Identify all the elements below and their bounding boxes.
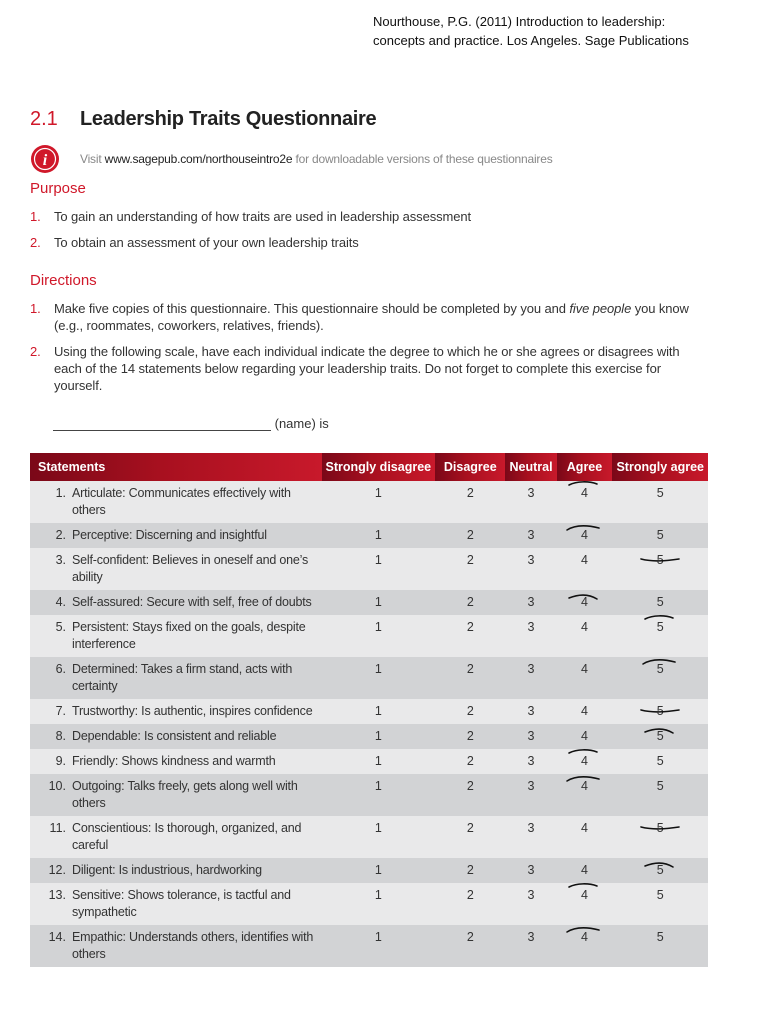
rating-cell[interactable] bbox=[505, 816, 556, 858]
list-item bbox=[30, 234, 710, 251]
statement-cell bbox=[30, 657, 322, 699]
rating-option[interactable]: 2 bbox=[466, 888, 474, 902]
rating-option[interactable]: 5 bbox=[656, 888, 664, 902]
rating-option[interactable]: 4 bbox=[581, 863, 588, 877]
rating-option[interactable]: 5 bbox=[657, 661, 664, 678]
questionnaire-table bbox=[30, 453, 708, 967]
citation bbox=[373, 12, 753, 50]
handwritten-mark bbox=[643, 815, 685, 841]
rating-option[interactable]: 1 bbox=[374, 528, 382, 542]
statement-text: Determined: Takes a firm stand, acts with certainty bbox=[72, 662, 293, 693]
rating-option[interactable]: 4 bbox=[581, 778, 588, 795]
statement-number: 6. bbox=[55, 662, 66, 676]
rating-cell[interactable] bbox=[557, 883, 613, 925]
statement-cell bbox=[30, 749, 322, 774]
statement-cell bbox=[30, 724, 322, 749]
rating-cell[interactable] bbox=[612, 548, 708, 590]
rating-cell[interactable] bbox=[435, 858, 505, 883]
rating-option[interactable]: 4 bbox=[581, 662, 588, 676]
statement-text: Self-assured: Secure with self, free of doubts bbox=[72, 595, 312, 609]
rating-cell[interactable] bbox=[505, 615, 556, 657]
rating-cell[interactable] bbox=[435, 724, 505, 749]
rating-option[interactable]: 2 bbox=[466, 528, 474, 542]
rating-option[interactable]: 2 bbox=[466, 754, 474, 768]
rating-cell[interactable] bbox=[612, 858, 708, 883]
rating-option[interactable]: 3 bbox=[527, 888, 535, 902]
rating-cell[interactable] bbox=[322, 590, 436, 615]
rating-option[interactable]: 5 bbox=[656, 486, 664, 500]
rating-cell[interactable] bbox=[612, 615, 708, 657]
rating-option[interactable]: 2 bbox=[466, 620, 474, 634]
rating-cell[interactable] bbox=[322, 749, 436, 774]
rating-option[interactable]: 1 bbox=[374, 754, 382, 768]
rating-option[interactable]: 4 bbox=[581, 704, 588, 718]
statement-number: 10. bbox=[48, 779, 66, 793]
rating-cell[interactable] bbox=[557, 699, 613, 724]
rating-cell[interactable] bbox=[322, 548, 436, 590]
statement-text: Sensitive: Shows tolerance, is tactful and sympathetic bbox=[72, 888, 291, 919]
rating-option[interactable]: 5 bbox=[657, 703, 664, 720]
handwritten-mark bbox=[643, 698, 685, 724]
rating-option[interactable]: 5 bbox=[656, 930, 664, 944]
rating-option[interactable]: 4 bbox=[581, 929, 588, 946]
rating-cell[interactable] bbox=[322, 925, 436, 967]
statement-number: 1. bbox=[55, 486, 66, 500]
handwritten-mark bbox=[567, 589, 609, 615]
rating-cell[interactable] bbox=[505, 774, 556, 816]
rating-cell[interactable] bbox=[322, 774, 436, 816]
rating-option[interactable]: 4 bbox=[581, 753, 588, 770]
rating-cell[interactable] bbox=[322, 883, 436, 925]
rating-option[interactable]: 1 bbox=[374, 930, 382, 944]
name-blank[interactable] bbox=[53, 414, 271, 431]
rating-cell[interactable] bbox=[612, 523, 708, 548]
handwritten-mark bbox=[567, 773, 609, 799]
header-statements: Statements bbox=[30, 453, 322, 481]
list-item bbox=[30, 300, 710, 334]
section-heading bbox=[30, 108, 376, 131]
rating-option[interactable]: 2 bbox=[466, 729, 474, 743]
svg-text:i: i bbox=[42, 152, 48, 169]
rating-option[interactable]: 2 bbox=[466, 863, 474, 877]
rating-cell[interactable] bbox=[612, 883, 708, 925]
rating-cell[interactable] bbox=[557, 749, 613, 774]
purpose-heading: Purpose bbox=[30, 180, 86, 197]
rating-cell[interactable] bbox=[435, 816, 505, 858]
rating-option[interactable]: 4 bbox=[581, 527, 588, 544]
rating-cell[interactable] bbox=[322, 523, 436, 548]
citation-line-1: Nourthouse, P.G. (2011) Introduction to leadership: bbox=[373, 14, 666, 29]
rating-option[interactable]: 4 bbox=[581, 821, 588, 835]
rating-cell[interactable] bbox=[435, 925, 505, 967]
info-note bbox=[30, 144, 553, 174]
table-row bbox=[30, 858, 708, 883]
rating-cell[interactable] bbox=[557, 724, 613, 749]
table-row bbox=[30, 523, 708, 548]
rating-option[interactable]: 3 bbox=[527, 863, 535, 877]
table-row bbox=[30, 816, 708, 858]
rating-cell[interactable] bbox=[435, 883, 505, 925]
table-row bbox=[30, 724, 708, 749]
emphasis: five people bbox=[569, 301, 632, 316]
rating-option[interactable]: 3 bbox=[527, 553, 535, 567]
rating-cell[interactable] bbox=[612, 925, 708, 967]
rating-option[interactable]: 1 bbox=[374, 821, 382, 835]
rating-cell[interactable] bbox=[505, 590, 556, 615]
rating-option[interactable]: 5 bbox=[656, 754, 664, 768]
statement-text: Outgoing: Talks freely, gets along well with others bbox=[72, 779, 298, 810]
statement-number: 3. bbox=[55, 553, 66, 567]
rating-option[interactable]: 3 bbox=[527, 704, 535, 718]
statement-text: Conscientious: Is thorough, organized, and careful bbox=[72, 821, 302, 852]
rating-cell[interactable] bbox=[435, 749, 505, 774]
rating-cell[interactable] bbox=[322, 657, 436, 699]
rating-cell[interactable] bbox=[505, 858, 556, 883]
rating-cell[interactable] bbox=[557, 858, 613, 883]
table-row bbox=[30, 615, 708, 657]
table-row bbox=[30, 883, 708, 925]
rating-option[interactable]: 5 bbox=[656, 595, 664, 609]
citation-line-2: concepts and practice. Los Angeles. Sage Publications bbox=[373, 33, 689, 48]
rating-option[interactable]: 3 bbox=[527, 930, 535, 944]
handwritten-mark bbox=[567, 480, 609, 506]
rating-option[interactable]: 1 bbox=[374, 779, 382, 793]
statement-cell bbox=[30, 590, 322, 615]
rating-option[interactable]: 3 bbox=[527, 729, 535, 743]
rating-cell[interactable] bbox=[612, 699, 708, 724]
table-row bbox=[30, 749, 708, 774]
rating-option[interactable]: 1 bbox=[374, 595, 382, 609]
rating-option[interactable]: 1 bbox=[374, 888, 382, 902]
list-text: Make five copies of this questionnaire. This questionnaire should be completed by you and five people you know (e.g., roommates, coworkers, relatives, friends). bbox=[54, 301, 689, 333]
rating-option[interactable]: 4 bbox=[581, 594, 588, 611]
rating-option[interactable]: 2 bbox=[466, 704, 474, 718]
rating-cell[interactable] bbox=[435, 481, 505, 523]
rating-cell[interactable] bbox=[557, 925, 613, 967]
rating-option[interactable]: 5 bbox=[657, 552, 664, 569]
rating-option[interactable]: 1 bbox=[374, 704, 382, 718]
rating-option[interactable]: 4 bbox=[581, 620, 588, 634]
rating-option[interactable]: 1 bbox=[374, 553, 382, 567]
handwritten-mark bbox=[567, 748, 609, 774]
handwritten-mark bbox=[567, 882, 609, 908]
list-text: To obtain an assessment of your own leadership traits bbox=[54, 235, 359, 250]
rating-cell[interactable] bbox=[322, 615, 436, 657]
rating-option[interactable]: 2 bbox=[466, 595, 474, 609]
rating-cell[interactable] bbox=[557, 590, 613, 615]
statement-number: 4. bbox=[55, 595, 66, 609]
rating-option[interactable]: 5 bbox=[657, 820, 664, 837]
rating-cell[interactable] bbox=[435, 657, 505, 699]
statement-cell bbox=[30, 858, 322, 883]
rating-option[interactable]: 3 bbox=[527, 779, 535, 793]
handwritten-mark bbox=[643, 723, 685, 749]
rating-cell[interactable] bbox=[612, 590, 708, 615]
statement-number: 7. bbox=[55, 704, 66, 718]
table-row bbox=[30, 925, 708, 967]
rating-cell[interactable] bbox=[505, 883, 556, 925]
info-url[interactable]: www.sagepub.com/northouseintro2e bbox=[104, 152, 293, 166]
rating-option[interactable]: 1 bbox=[374, 863, 382, 877]
rating-cell[interactable] bbox=[322, 724, 436, 749]
page-title: Leadership Traits Questionnaire bbox=[80, 108, 377, 130]
rating-option[interactable]: 1 bbox=[374, 486, 382, 500]
name-line bbox=[53, 414, 329, 431]
statement-number: 12. bbox=[48, 863, 66, 877]
rating-option[interactable]: 4 bbox=[581, 553, 588, 567]
statement-number: 13. bbox=[48, 888, 66, 902]
rating-option[interactable]: 4 bbox=[581, 729, 588, 743]
rating-cell[interactable] bbox=[505, 699, 556, 724]
rating-option[interactable]: 3 bbox=[527, 754, 535, 768]
list-item bbox=[30, 208, 710, 225]
rating-cell[interactable] bbox=[612, 816, 708, 858]
rating-cell[interactable] bbox=[435, 590, 505, 615]
statement-number: 5. bbox=[55, 620, 66, 634]
rating-option[interactable]: 5 bbox=[657, 619, 664, 636]
header-disagree: Disagree bbox=[435, 453, 505, 481]
rating-option[interactable]: 2 bbox=[466, 930, 474, 944]
rating-cell[interactable] bbox=[557, 816, 613, 858]
rating-cell[interactable] bbox=[557, 548, 613, 590]
statement-text: Persistent: Stays fixed on the goals, despite interference bbox=[72, 620, 306, 651]
rating-cell[interactable] bbox=[505, 724, 556, 749]
rating-cell[interactable] bbox=[612, 481, 708, 523]
rating-cell[interactable] bbox=[505, 481, 556, 523]
rating-cell[interactable] bbox=[557, 774, 613, 816]
list-number: 1. bbox=[30, 209, 41, 224]
rating-cell[interactable] bbox=[612, 657, 708, 699]
table-row bbox=[30, 548, 708, 590]
rating-cell[interactable] bbox=[435, 548, 505, 590]
header-strongly-agree: Strongly agree bbox=[612, 453, 708, 481]
rating-option[interactable]: 1 bbox=[374, 729, 382, 743]
statement-cell bbox=[30, 699, 322, 724]
statement-text: Perceptive: Discerning and insightful bbox=[72, 528, 267, 542]
list-text: To gain an understanding of how traits are used in leadership assessment bbox=[54, 209, 472, 224]
rating-cell[interactable] bbox=[505, 657, 556, 699]
table-row bbox=[30, 774, 708, 816]
list-number: 2. bbox=[30, 344, 41, 359]
rating-option[interactable]: 3 bbox=[527, 486, 535, 500]
directions-heading: Directions bbox=[30, 272, 97, 289]
rating-option[interactable]: 1 bbox=[374, 620, 382, 634]
statement-cell bbox=[30, 523, 322, 548]
statement-text: Friendly: Shows kindness and warmth bbox=[72, 754, 276, 768]
rating-cell[interactable] bbox=[557, 523, 613, 548]
rating-cell[interactable] bbox=[612, 774, 708, 816]
rating-cell[interactable] bbox=[557, 657, 613, 699]
rating-option[interactable]: 4 bbox=[581, 485, 588, 502]
rating-option[interactable]: 3 bbox=[527, 528, 535, 542]
handwritten-mark bbox=[567, 522, 609, 548]
header-strongly-disagree: Strongly disagree bbox=[322, 453, 436, 481]
table-row bbox=[30, 590, 708, 615]
info-suffix: for downloadable versions of these questionnaires bbox=[295, 152, 553, 166]
statement-text: Empathic: Understands others, identifies with others bbox=[72, 930, 314, 961]
statement-cell bbox=[30, 548, 322, 590]
info-prefix: Visit bbox=[80, 152, 102, 166]
rating-option[interactable]: 3 bbox=[527, 595, 535, 609]
handwritten-mark bbox=[567, 924, 609, 950]
statement-text: Diligent: Is industrious, hardworking bbox=[72, 863, 262, 877]
header-neutral: Neutral bbox=[505, 453, 556, 481]
list-item bbox=[30, 343, 710, 394]
rating-cell[interactable] bbox=[322, 816, 436, 858]
statement-cell bbox=[30, 883, 322, 925]
handwritten-mark bbox=[643, 656, 685, 682]
statement-cell bbox=[30, 816, 322, 858]
statement-text: Articulate: Communicates effectively with others bbox=[72, 486, 291, 517]
rating-cell[interactable] bbox=[435, 523, 505, 548]
rating-cell[interactable] bbox=[612, 724, 708, 749]
rating-cell[interactable] bbox=[322, 699, 436, 724]
statement-cell bbox=[30, 925, 322, 967]
handwritten-mark bbox=[643, 547, 685, 573]
rating-cell[interactable] bbox=[435, 615, 505, 657]
handwritten-mark bbox=[643, 614, 685, 640]
statement-number: 9. bbox=[55, 754, 66, 768]
header-agree: Agree bbox=[557, 453, 613, 481]
rating-option[interactable]: 3 bbox=[527, 620, 535, 634]
rating-option[interactable]: 5 bbox=[656, 528, 664, 542]
statement-number: 14. bbox=[48, 930, 66, 944]
rating-cell[interactable] bbox=[322, 481, 436, 523]
rating-cell[interactable] bbox=[612, 749, 708, 774]
info-icon bbox=[30, 144, 60, 174]
rating-option[interactable]: 3 bbox=[527, 821, 535, 835]
rating-option[interactable]: 5 bbox=[657, 728, 664, 745]
rating-cell[interactable] bbox=[505, 749, 556, 774]
name-suffix: (name) is bbox=[274, 416, 329, 431]
info-text bbox=[80, 152, 553, 166]
rating-cell[interactable] bbox=[557, 481, 613, 523]
rating-cell[interactable] bbox=[435, 699, 505, 724]
statement-number: 8. bbox=[55, 729, 66, 743]
rating-cell[interactable] bbox=[557, 615, 613, 657]
statement-text: Dependable: Is consistent and reliable bbox=[72, 729, 277, 743]
rating-option[interactable]: 3 bbox=[527, 662, 535, 676]
rating-cell[interactable] bbox=[435, 774, 505, 816]
table-row bbox=[30, 699, 708, 724]
table-row bbox=[30, 481, 708, 523]
rating-option[interactable]: 2 bbox=[466, 662, 474, 676]
statement-cell bbox=[30, 481, 322, 523]
statement-cell bbox=[30, 615, 322, 657]
rating-cell[interactable] bbox=[322, 858, 436, 883]
rating-cell[interactable] bbox=[505, 548, 556, 590]
list-number: 1. bbox=[30, 301, 41, 316]
rating-option[interactable]: 5 bbox=[657, 862, 664, 879]
table-row bbox=[30, 657, 708, 699]
rating-option[interactable]: 5 bbox=[656, 779, 664, 793]
statement-number: 2. bbox=[55, 528, 66, 542]
rating-option[interactable]: 2 bbox=[466, 486, 474, 500]
rating-option[interactable]: 2 bbox=[466, 553, 474, 567]
purpose-list bbox=[30, 208, 710, 260]
rating-option[interactable]: 2 bbox=[466, 821, 474, 835]
rating-option[interactable]: 4 bbox=[581, 887, 588, 904]
statement-text: Self-confident: Believes in oneself and one’s ability bbox=[72, 553, 309, 584]
rating-cell[interactable] bbox=[505, 925, 556, 967]
directions-list bbox=[30, 300, 710, 403]
section-number: 2.1 bbox=[30, 108, 58, 130]
handwritten-mark bbox=[643, 857, 685, 883]
table-header bbox=[30, 453, 708, 481]
list-number: 2. bbox=[30, 235, 41, 250]
statement-text: Trustworthy: Is authentic, inspires confidence bbox=[72, 704, 313, 718]
rating-cell[interactable] bbox=[505, 523, 556, 548]
rating-option[interactable]: 1 bbox=[374, 662, 382, 676]
list-text: Using the following scale, have each individual indicate the degree to which he or she agrees or disagrees with each of the 14 statements below regarding your leadership traits. Do not forget to complete this exercise for yourself. bbox=[54, 344, 680, 393]
statement-cell bbox=[30, 774, 322, 816]
rating-option[interactable]: 2 bbox=[466, 779, 474, 793]
statement-number: 11. bbox=[49, 821, 66, 835]
